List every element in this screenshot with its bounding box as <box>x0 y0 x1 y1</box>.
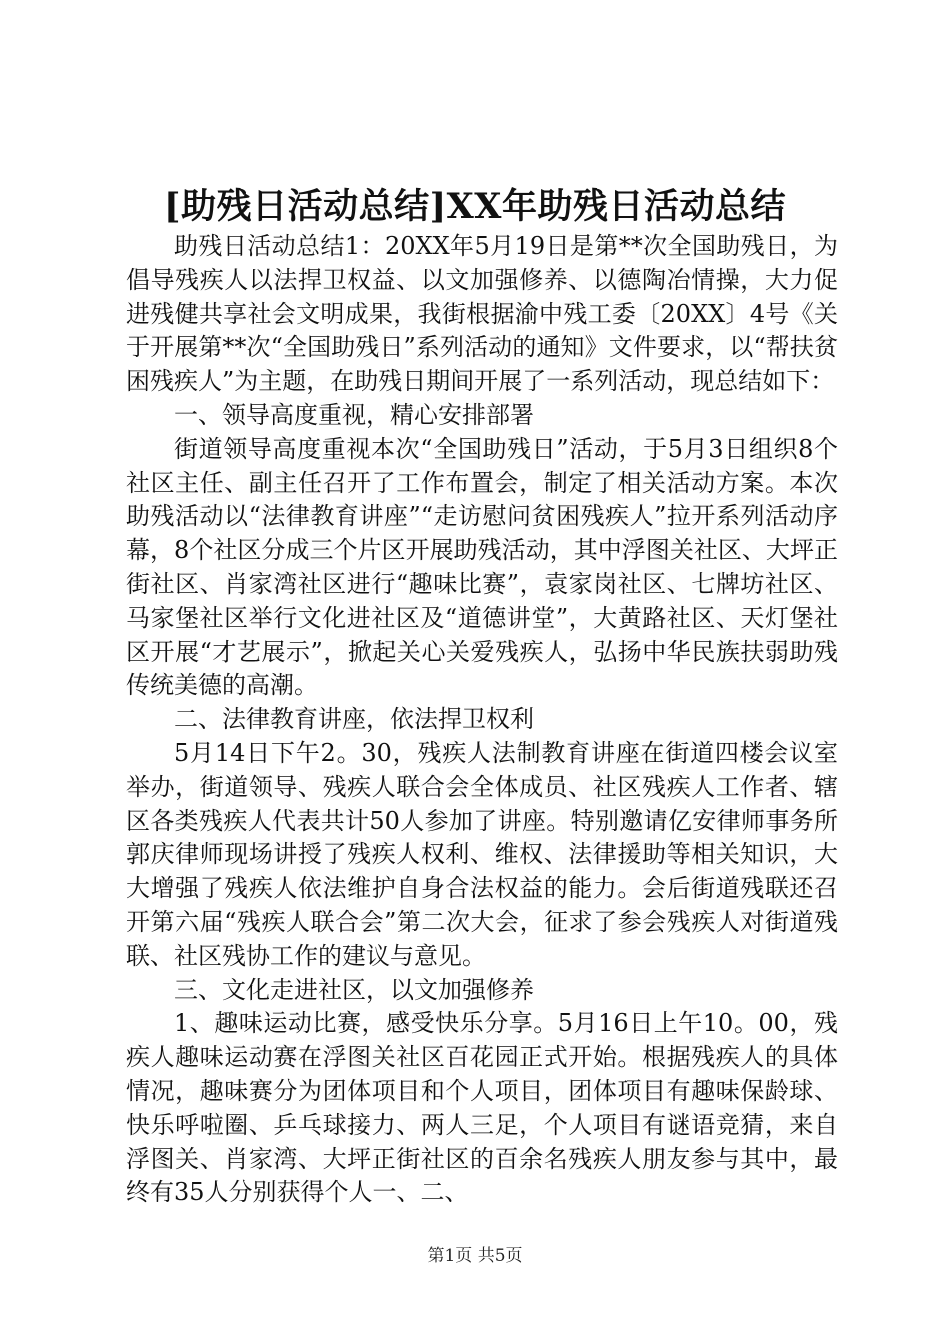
section-heading-2: 二、法律教育讲座，依法捍卫权利 <box>174 705 534 734</box>
page-number-footer: 第1页 共5页 <box>427 1246 523 1266</box>
section-heading-1: 一、领导高度重视，精心安排部署 <box>174 400 534 429</box>
intro-paragraph: 助残日活动总结1：20XX年5月19日是第**次全国助残日，为倡导残疾人以法捍卫权益、以文加强修养、以德陶冶情操，大力促进残健共享社会文明成果，我街根据渝中残工委〔20XX〕4号《关于开展第**次“全国助残日”系列活动的通知》文件要求，以“帮扶贫困残疾人”为主题，在助残日期间开展了一系列活动，现总结如下： <box>126 232 838 396</box>
document-body <box>126 230 838 1210</box>
section-heading-3: 三、文化走进社区，以文加强修养 <box>174 975 534 1004</box>
document-title: [助残日活动总结]XX年助残日活动总结 <box>164 186 786 227</box>
section-3-paragraph: 1、趣味运动比赛，感受快乐分享。5月16日上午10。00，残疾人趣味运动赛在浮图关社区百花园正式开始。根据残疾人的具体情况，趣味赛分为团体项目和个人项目，团体项目有趣味保龄球、快乐呼啦圈、乒乓球接力、两人三足，个人项目有谜语竞猜，来自浮图关、肖家湾、大坪正街社区的百余名残疾人朋友参与其中，最终有35人分别获得个人一、二、 <box>126 1009 838 1207</box>
section-1-paragraph: 街道领导高度重视本次“全国助残日”活动，于5月3日组织8个社区主任、副主任召开了工作布置会，制定了相关活动方案。本次助残活动以“法律教育讲座”“走访慰问贫困残疾人”拉开系列活动序幕，8个社区分成三个片区开展助残活动，其中浮图关社区、大坪正街社区、肖家湾社区进行“趣味比赛”，袁家岗社区、七牌坊社区、马家堡社区举行文化进社区及“道德讲堂”，大黄路社区、天灯堡社区开展“才艺展示”，掀起关心关爱残疾人，弘扬中华民族扶弱助残传统美德的高潮。 <box>126 434 838 700</box>
section-2-paragraph: 5月14日下午2。30，残疾人法制教育讲座在街道四楼会议室举办，街道领导、残疾人联合会全体成员、社区残疾人工作者、辖区各类残疾人代表共计50人参加了讲座。特别邀请亿安律师事务所郭庆律师现场讲授了残疾人权利、维权、法律援助等相关知识，大大增强了残疾人依法维护自身合法权益的能力。会后街道残联还召开第六届“残疾人联合会”第二次大会，征求了参会残疾人对街道残联、社区残协工作的建议与意见。 <box>126 738 838 970</box>
